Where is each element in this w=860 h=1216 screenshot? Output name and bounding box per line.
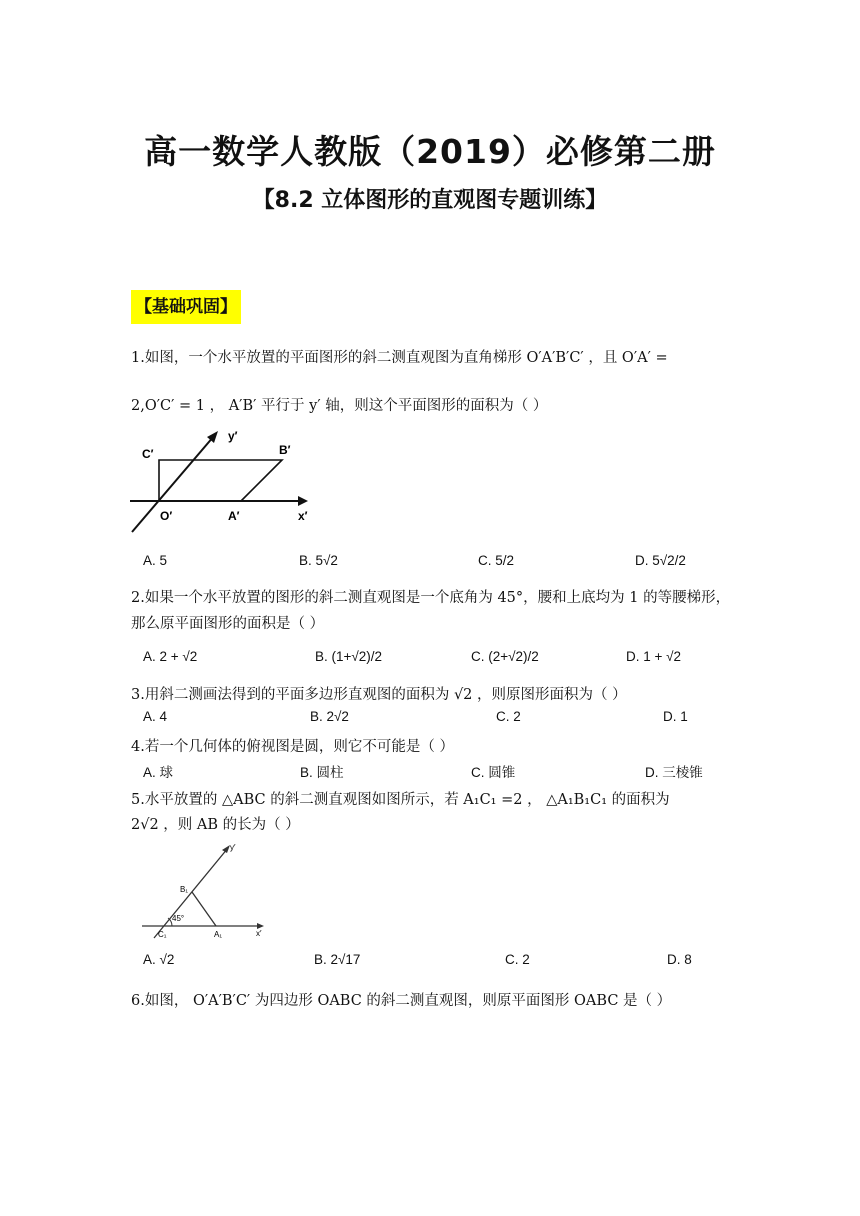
question-6-line-1: 6.如图， O′A′B′C′ 为四边形 OABC 的斜二测直观图，则原平面图形 OABC 是（ ） — [131, 993, 672, 1009]
label-o: O′ — [160, 509, 173, 523]
q5-option-c: C. 2 — [505, 952, 530, 967]
question-2-line-2: 那么原平面图形的面积是（ ） — [131, 616, 325, 632]
question-5-line-1: 5.水平放置的 △ABC 的斜二测直观图如图所示，若 A₁C₁ =2 ， △A₁B₁C₁ 的面积为 — [131, 792, 670, 808]
label-y: y′ — [230, 843, 236, 852]
q5-option-b: B. 2√17 — [314, 952, 361, 967]
label-c1: C₁ — [158, 930, 167, 939]
q3-option-c: C. 2 — [496, 709, 521, 724]
q3-option-b: B. 2√2 — [310, 709, 349, 724]
question-4-line-1: 4.若一个几何体的俯视图是圆，则它不可能是（ ） — [131, 739, 454, 755]
q4-option-b: B. 圆柱 — [300, 765, 344, 780]
q1-option-b: B. 5√2 — [299, 553, 338, 568]
q4-option-a: A. 球 — [143, 765, 174, 780]
y-axis — [154, 848, 228, 938]
question-1-line-2: 2,O′C′ = 1 ， A′B′ 平行于 y′ 轴，则这个平面图形的面积为（ ） — [131, 398, 548, 414]
q1-option-a: A. 5 — [143, 553, 168, 568]
label-b1: B₁ — [180, 885, 189, 894]
q1-option-d: D. 5√2/2 — [635, 553, 686, 568]
question-5-figure — [138, 842, 278, 940]
label-c: C′ — [142, 447, 154, 461]
question-1-figure — [128, 424, 328, 536]
label-y: y′ — [228, 429, 238, 443]
q2-option-c: C. (2+√2)/2 — [471, 649, 539, 664]
q2-option-b: B. (1+√2)/2 — [315, 649, 383, 664]
question-5-line-2: 2√2 ，则 AB 的长为（ ） — [131, 817, 300, 833]
q2-option-d: D. 1 + √2 — [626, 649, 682, 664]
y-arrow-icon — [222, 845, 230, 853]
label-x: x′ — [298, 509, 308, 523]
q4-option-d: D. 三棱锥 — [645, 765, 703, 780]
x-arrow-icon — [298, 496, 308, 506]
segment-a1-b1 — [192, 892, 216, 926]
label-a: A′ — [228, 509, 240, 523]
question-1-line-1: 1.如图，一个水平放置的平面图形的斜二测直观图为直角梯形 O′A′B′C′ ，且 O′A′ = — [131, 350, 668, 366]
question-2-line-1: 2.如果一个水平放置的图形的斜二测直观图是一个底角为 45°，腰和上底均为 1 的等腰梯形， — [131, 590, 731, 606]
page-title: 高一数学人教版（2019）必修第二册 — [144, 132, 716, 171]
label-b: B′ — [279, 443, 291, 457]
label-x: x′ — [256, 929, 262, 938]
q5-option-a: A. √2 — [143, 952, 175, 967]
q5-option-d: D. 8 — [667, 952, 692, 967]
q1-option-c: C. 5/2 — [478, 553, 515, 568]
label-angle: 45° — [172, 914, 185, 923]
q2-option-a: A. 2 + √2 — [143, 649, 198, 664]
q3-option-a: A. 4 — [143, 709, 168, 724]
section-label: 【基础巩固】 — [131, 290, 241, 324]
label-a1: A₁ — [214, 930, 223, 939]
q4-option-c: C. 圆锥 — [471, 765, 516, 780]
q3-option-d: D. 1 — [663, 709, 688, 724]
question-3-line-1: 3.用斜二测画法得到的平面多边形直观图的面积为 √2 ，则原图形面积为（ ） — [131, 687, 627, 703]
page-subtitle: 【8.2 立体图形的直观图专题训练】 — [252, 188, 608, 213]
trapezoid — [159, 460, 282, 501]
